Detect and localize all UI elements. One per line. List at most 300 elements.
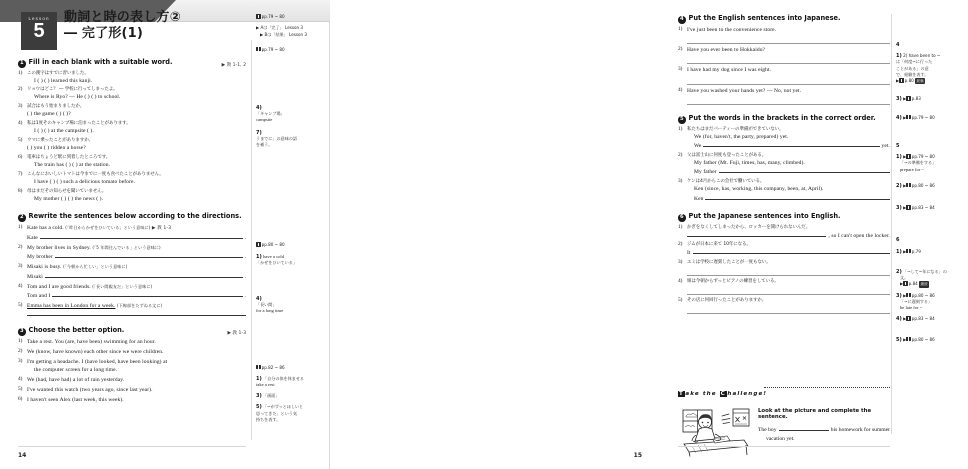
- item-japanese: エミは学校に遅刻したことが一度もない。: [687, 260, 771, 266]
- note-text: 思ってきた」という気: [256, 410, 297, 416]
- note-text: pp.80 ~ 80: [261, 242, 285, 248]
- lesson-badge: [21, 12, 57, 50]
- note-number: 3): [896, 292, 902, 299]
- note-text: 持ちを表す。: [256, 416, 281, 422]
- note-item: [896, 293, 968, 312]
- item-answer-stem: It: [687, 250, 691, 257]
- book-icon: [903, 281, 908, 286]
- item-japanese: こんなにおいしいトマトは今までに一度も食べたことがありません。: [27, 171, 164, 177]
- book-icon: [256, 242, 261, 247]
- item-number: 3): [18, 263, 23, 270]
- item-direction: (「長い間親友だ」という意味に): [92, 283, 153, 289]
- arrow-icon: ▶: [903, 114, 907, 120]
- item-japanese: ジムが日本に来て 10年になる。: [687, 242, 751, 248]
- note-tag: 経験: [916, 79, 924, 84]
- boy-studying-illustration: [679, 407, 753, 457]
- answer-blank[interactable]: [52, 291, 242, 297]
- exercise-5-items: [678, 126, 890, 203]
- item-answer-row[interactable]: Misaki .: [27, 273, 246, 280]
- item-number: 1): [18, 337, 23, 344]
- left-footer-rule: [18, 446, 246, 447]
- arrow-icon: ▶: [903, 336, 907, 342]
- item-japanese: 母はまだその知らせを聞いていません。: [27, 188, 107, 194]
- question-item: [18, 263, 246, 281]
- item-english: Have you ever been to Hokkaido?: [687, 46, 766, 53]
- page-left: [0, 0, 330, 469]
- answer-blank[interactable]: [693, 248, 890, 254]
- note-text: pp.80 ~ 86: [911, 292, 935, 298]
- right-footer-rule: [678, 446, 890, 447]
- answer-blank[interactable]: [55, 252, 243, 258]
- challenge-sentence-end: vacation yet.: [766, 436, 795, 442]
- item-japanese: この漢字はすでに習いました。: [27, 70, 89, 76]
- exercise-4: [678, 14, 890, 105]
- note-number: 1): [256, 375, 262, 382]
- item-number: 1): [678, 25, 683, 32]
- challenge-sentence-row[interactable]: [758, 425, 890, 435]
- note-text: be late for ~: [900, 305, 923, 311]
- question-item: [678, 224, 890, 240]
- page-title: [64, 10, 181, 42]
- item-english[interactable]: ( ) the game ( ) ( )?: [27, 111, 71, 118]
- note-group: [896, 237, 968, 243]
- note-number: 7): [256, 129, 262, 136]
- answer-blank[interactable]: [27, 310, 246, 316]
- question-item: [678, 87, 890, 105]
- item-number: 3): [18, 357, 23, 364]
- item-sentence: Misaki is busy.: [27, 264, 62, 271]
- note-text: pp.83 ~ 84: [911, 316, 935, 322]
- item-number: 2): [678, 151, 683, 158]
- question-item[interactable]: [18, 396, 246, 404]
- right-column-rule: [891, 14, 892, 434]
- left-main-column: [18, 58, 246, 411]
- item-answer-stem: We: [694, 143, 702, 150]
- item-english[interactable]: I've wanted this watch (two years ago, since last year).: [27, 386, 153, 393]
- item-english[interactable]: We (had, have had) a lot of rain yesterday.: [27, 377, 125, 384]
- item-japanese: 姉は今朝からずっとピアノの練習をしている。: [687, 279, 779, 285]
- item-english[interactable]: I have ( ) ( ) such a delicious tomato before.: [34, 178, 135, 185]
- exercise-2-items: [18, 224, 246, 317]
- question-item: [678, 26, 890, 44]
- question-item: [18, 302, 246, 316]
- item-number: 3): [678, 178, 683, 185]
- item-sentence: Kate has a cold.: [27, 224, 64, 231]
- item-number: 5): [18, 302, 23, 308]
- note-number: 3): [896, 96, 902, 103]
- arrow-icon: ▶: [903, 182, 907, 188]
- item-english: Have you washed your hands yet? ― No, not yet.: [687, 87, 802, 94]
- book-icon: [906, 205, 911, 210]
- challenge-section: [678, 382, 890, 456]
- exercise-1-heading: [18, 58, 246, 68]
- arrow-icon: ▶: [900, 281, 904, 287]
- item-number: 1): [678, 223, 683, 230]
- page-number-left: 14: [18, 452, 27, 459]
- item-english-cont[interactable]: the computer screen for a long time.: [34, 367, 118, 374]
- note-number: 1): [896, 248, 902, 255]
- challenge-title: [678, 391, 771, 397]
- exercise-5: [678, 114, 890, 203]
- item-answer-row[interactable]: My brother .: [27, 254, 246, 261]
- book-icon: [906, 115, 911, 120]
- question-item[interactable]: [18, 386, 246, 394]
- item-english[interactable]: Where is Ryo? ― He ( ) ( ) to school.: [34, 94, 121, 101]
- answer-blank[interactable]: [687, 305, 890, 314]
- note-item: [896, 316, 968, 322]
- right-margin-notes: [896, 14, 968, 348]
- item-english[interactable]: I ( ) ( ) learned this kanji.: [34, 77, 93, 84]
- challenge-text: [758, 406, 890, 456]
- note-text: 「かぜをひいている」: [256, 259, 297, 265]
- note-text: 「画面」: [263, 393, 280, 399]
- note-text: 「~に遅刻する」: [900, 298, 933, 304]
- note-text: campsite: [256, 117, 273, 123]
- arrow-icon: ▶: [903, 248, 907, 254]
- note-text: ▶ Bは「結果」 Lesson 3: [260, 31, 308, 37]
- note-group: [896, 42, 968, 48]
- note-number: 1): [896, 154, 902, 161]
- answer-blank[interactable]: [687, 286, 890, 295]
- challenge-divider: [764, 387, 890, 388]
- item-english[interactable]: Take a rest. You (are, have been) swimming for an hour.: [27, 338, 156, 345]
- item-number: 2): [678, 45, 683, 52]
- note-number: 1): [256, 253, 262, 260]
- note-text: 「キャンプ場」: [256, 111, 285, 117]
- note-text: pp.83 ~ 84: [911, 205, 935, 211]
- note-item: [256, 105, 328, 124]
- book-icon: [906, 293, 911, 298]
- question-item: [18, 70, 246, 85]
- note-item: [896, 53, 968, 84]
- exercise-1-items: [18, 70, 246, 204]
- exercise-3-title: Choose the better option.: [28, 326, 125, 335]
- item-number: 1): [678, 125, 683, 132]
- arrow-icon: ▶: [903, 292, 907, 298]
- item-answer-row[interactable]: Kate .: [27, 235, 246, 242]
- exercise-5-heading: [678, 114, 890, 124]
- challenge-body: [678, 406, 890, 456]
- note-text: は「何度~に行った: [896, 59, 933, 65]
- question-item: [18, 137, 246, 152]
- note-text: pp.79 ~ 80: [261, 46, 285, 52]
- question-item: [678, 152, 890, 177]
- note-text: pp.79 ~ 80: [911, 114, 935, 120]
- note-item: [896, 96, 968, 102]
- item-number: 2): [18, 347, 23, 354]
- exercise-2-heading: [18, 212, 246, 222]
- challenge-sentence-mid: his homework for summer: [830, 427, 890, 433]
- note-text: 「自分の体を休ませる: [263, 375, 305, 381]
- note-text: で、経験を表す。: [896, 71, 929, 77]
- item-answer-row[interactable]: [694, 194, 890, 203]
- note-number: 5: [896, 142, 900, 149]
- item-number: 3): [678, 259, 683, 266]
- book-icon: [256, 14, 261, 19]
- note-text: ▶ Aは「完了」 Lesson 3: [256, 25, 304, 31]
- exercise-4-number: 4: [679, 16, 684, 22]
- item-english: [27, 302, 246, 310]
- question-item: [18, 103, 246, 118]
- item-number: 1): [18, 223, 23, 230]
- item-number: 4): [18, 376, 23, 383]
- challenge-illustration: [678, 406, 752, 456]
- item-number: 5): [18, 137, 23, 144]
- item-direction: (「今朝から忙しい」という意味に): [63, 264, 128, 270]
- note-text: have a cold: [263, 253, 284, 259]
- item-number: 4): [678, 86, 683, 93]
- question-item: [678, 126, 890, 151]
- note-item: [896, 205, 968, 211]
- lesson-number: 5: [33, 20, 45, 42]
- note-ref: [256, 47, 328, 53]
- exercise-2: [18, 212, 246, 316]
- left-margin-notes: [256, 14, 328, 428]
- unit-title-line1: 動詞と時の表し方②: [64, 10, 181, 25]
- item-english[interactable]: ( ) you ( ) ridden a horse?: [27, 145, 86, 152]
- question-item: [18, 283, 246, 301]
- item-answer-row[interactable]: [687, 248, 890, 257]
- note-number: 5): [896, 336, 902, 343]
- book-icon: [906, 249, 911, 254]
- page-right: [330, 0, 947, 469]
- item-english: Ken (since, has, working, this company, been, at, April).: [694, 186, 824, 193]
- note-group: [896, 143, 968, 149]
- arrow-icon: ▶: [896, 78, 900, 84]
- note-number: 4: [896, 42, 900, 48]
- challenge-answer-blank[interactable]: [779, 425, 829, 431]
- note-text: pp.80 ~ 86: [911, 336, 935, 342]
- item-sentence: My brother lives in Sydney.: [27, 245, 91, 252]
- item-japanese: 試合はもう始まりましたか。: [27, 104, 85, 110]
- answer-blank[interactable]: [687, 231, 826, 237]
- item-english[interactable]: I'm getting a headache. I (have looked, have been looking) at: [27, 358, 168, 365]
- item-answer-row[interactable]: [687, 231, 890, 240]
- arrow-icon: ▶: [903, 205, 907, 211]
- item-number: 7): [18, 170, 23, 177]
- note-text: prepare for ~: [900, 166, 924, 172]
- exercise-1-number: 1: [19, 60, 24, 66]
- exercise-4-items: [678, 26, 890, 106]
- answer-blank[interactable]: [703, 141, 879, 147]
- note-number: 4): [256, 105, 262, 111]
- question-item: [18, 244, 246, 262]
- item-sentence: Tom and I are good friends.: [27, 283, 91, 290]
- question-item: [678, 278, 890, 295]
- challenge-title-ake: ake the: [685, 391, 720, 397]
- book-icon: [906, 154, 911, 159]
- exercise-6-title: Put the Japanese sentences into English.: [688, 212, 841, 221]
- challenge-title-c: C: [720, 391, 726, 397]
- note-ref: [256, 25, 328, 37]
- left-column-rule: [251, 40, 252, 440]
- book-icon: [906, 183, 911, 188]
- answer-blank[interactable]: [687, 96, 890, 105]
- note-text: p.80: [904, 78, 914, 84]
- note-number: 5): [256, 404, 262, 411]
- item-english[interactable]: My mother ( ) ( ) the news ( ).: [34, 195, 104, 202]
- note-item: [896, 249, 968, 255]
- item-number: 5): [18, 385, 23, 392]
- answer-blank[interactable]: [687, 76, 890, 85]
- exercise-6-number: 6: [679, 214, 684, 221]
- item-number: 4): [18, 282, 23, 289]
- exercise-1-title: Fill in each blank with a suitable word.: [28, 58, 173, 66]
- item-japanese: かぎをなくしてしまったから、ロッカーを開けられないんだ。: [687, 224, 811, 230]
- question-item[interactable]: [18, 338, 246, 346]
- item-direction: (「昨日からかぜをひいている」という意味に): [65, 224, 151, 230]
- answer-blank[interactable]: [687, 267, 890, 276]
- note-text: p.83: [911, 96, 921, 102]
- note-ref: [256, 14, 328, 20]
- question-item[interactable]: [18, 348, 246, 356]
- note-item: [896, 337, 968, 343]
- item-direction: (「5 年間住んでいる」という意味に): [92, 245, 161, 251]
- book-icon: [899, 78, 904, 83]
- item-english[interactable]: We (know, have known) each other since we were children.: [27, 348, 164, 355]
- note-text: 2) have been to ~: [903, 53, 941, 59]
- book-icon: [906, 337, 911, 342]
- unit-title-line2: ― 完了形(1): [64, 26, 144, 41]
- note-text: pp.80 ~ 86: [911, 182, 935, 188]
- book-icon: [906, 96, 911, 101]
- item-number: 3): [678, 66, 683, 73]
- exercise-5-title: Put the words in the brackets in the correct order.: [688, 114, 876, 123]
- exercise-1: [18, 58, 246, 203]
- arrow-icon: ▶: [903, 316, 907, 322]
- book-icon: [256, 365, 261, 370]
- answer-blank[interactable]: [687, 35, 890, 44]
- item-english[interactable]: I ( ) ( ) at the campsite ( ).: [34, 128, 94, 135]
- note-item: [896, 154, 968, 173]
- note-text: for a long time: [256, 308, 284, 314]
- item-english: We (for, haven't, the party, prepared) yet.: [694, 133, 789, 140]
- item-direction: (下線部をたずねる文に): [116, 303, 163, 308]
- exercise-3-items: [18, 338, 246, 404]
- item-japanese: 父は富士山に何度も登ったことがある。: [687, 152, 767, 158]
- item-english: [27, 263, 246, 271]
- exercise-5-number: 5: [679, 116, 684, 123]
- item-answer-row[interactable]: [27, 310, 246, 316]
- item-answer-stem: Ken: [694, 195, 704, 202]
- note-item: [256, 404, 328, 423]
- exercise-1-ref: ▶ 教 1-1, 2: [221, 62, 246, 68]
- item-japanese: 電車はちょうど駅に到着したところです。: [27, 155, 111, 161]
- note-text: 「~がずっとほしいと: [263, 404, 304, 410]
- note-number: 3): [896, 205, 902, 212]
- note-text: 「~の準備をする」: [900, 160, 937, 166]
- item-sentence: Emma has been in London for a week.: [27, 303, 116, 309]
- item-number: 4): [18, 120, 23, 127]
- arrow-icon: ▶: [903, 96, 907, 102]
- question-item[interactable]: [18, 358, 246, 375]
- answer-blank[interactable]: [705, 194, 890, 200]
- note-number: 4): [896, 316, 902, 323]
- question-item[interactable]: [18, 376, 246, 384]
- item-english: [27, 283, 246, 291]
- note-text: 文。: [900, 275, 909, 281]
- item-english: [27, 224, 246, 233]
- item-answer-stem: Misaki: [27, 273, 43, 280]
- note-number: 1): [896, 53, 902, 60]
- exercise-3-number: 3: [19, 328, 24, 335]
- challenge-title-hallenge: hallenge!: [727, 391, 767, 397]
- item-english[interactable]: The train has ( ) ( ) at the station.: [34, 162, 111, 169]
- item-japanese: その店に何回行ったことがありますか。: [687, 298, 767, 304]
- item-english: [27, 244, 246, 252]
- item-japanese: ウマに乗ったことがありますか。: [27, 138, 93, 144]
- note-text: を補う。: [256, 142, 273, 148]
- item-number: 2): [18, 86, 23, 93]
- item-number: 4): [678, 278, 683, 285]
- item-japanese: 私たちはまだパーティーの準備ができていない。: [687, 126, 784, 132]
- item-answer-stem: Tom and I: [27, 293, 51, 300]
- exercise-6-heading: [678, 212, 890, 222]
- note-item: [256, 254, 328, 266]
- note-text: うまでに」の意味の語: [256, 135, 297, 141]
- exercise-2-title: Rewrite the sentences below according to the directions.: [28, 212, 242, 221]
- note-text: p.79: [911, 248, 921, 254]
- answer-blank[interactable]: [687, 55, 890, 64]
- note-text: 「長い間」: [256, 302, 277, 308]
- item-number: 2): [18, 244, 23, 251]
- note-number: 4): [256, 295, 262, 302]
- exercise-3: [18, 326, 246, 404]
- answer-blank[interactable]: [40, 233, 243, 239]
- note-number: 2): [896, 182, 902, 189]
- page-number-right: 15: [633, 452, 642, 459]
- note-item: [896, 183, 968, 189]
- question-item: [18, 171, 246, 186]
- item-answer-stem: My brother: [27, 254, 53, 261]
- item-number: 3): [18, 103, 23, 110]
- note-item: [896, 115, 968, 121]
- item-english: I've just been to the convenience store.: [687, 26, 777, 33]
- item-answer-row[interactable]: Tom and I .: [27, 293, 246, 300]
- question-item: [678, 297, 890, 314]
- item-answer-stem: My father: [694, 169, 717, 176]
- book-icon: [906, 316, 911, 321]
- question-item: [678, 178, 890, 203]
- note-number: 4): [896, 114, 902, 121]
- note-item: [256, 296, 328, 315]
- question-item: [678, 241, 890, 257]
- note-ref: [256, 242, 328, 248]
- item-answer-row[interactable]: [694, 167, 890, 176]
- answer-blank[interactable]: [45, 272, 243, 278]
- exercise-3-ref: ▶ 教 1-3: [227, 330, 246, 336]
- note-text: 「~して~年になる」の: [903, 268, 947, 274]
- item-answer-tail: , so I can't open the locker.: [828, 232, 890, 239]
- question-item: [18, 224, 246, 243]
- item-english: My father (Mt. Fuji, times, has, many, climbed).: [694, 159, 805, 166]
- item-english: I have had my dog since I was eight.: [687, 67, 772, 74]
- item-english[interactable]: I haven't seen Alex (last week, this week).: [27, 396, 124, 403]
- question-item: [18, 188, 246, 203]
- answer-blank[interactable]: [719, 167, 890, 173]
- item-answer-row[interactable]: [694, 141, 890, 150]
- lesson-word: Lesson: [28, 16, 50, 21]
- exercise-4-title: Put the English sentences into Japanese.: [688, 14, 841, 22]
- item-number: 2): [678, 241, 683, 248]
- note-item: [896, 269, 968, 288]
- item-japanese: ケンは4月からこの会社で働いている。: [687, 179, 765, 185]
- question-item: [18, 86, 246, 101]
- note-item: [256, 376, 328, 388]
- challenge-title-t: T: [679, 391, 684, 397]
- item-japanese: リョウはどこ？ ― 学校に行ってしまったよ。: [27, 87, 118, 93]
- exercise-6: [678, 212, 890, 314]
